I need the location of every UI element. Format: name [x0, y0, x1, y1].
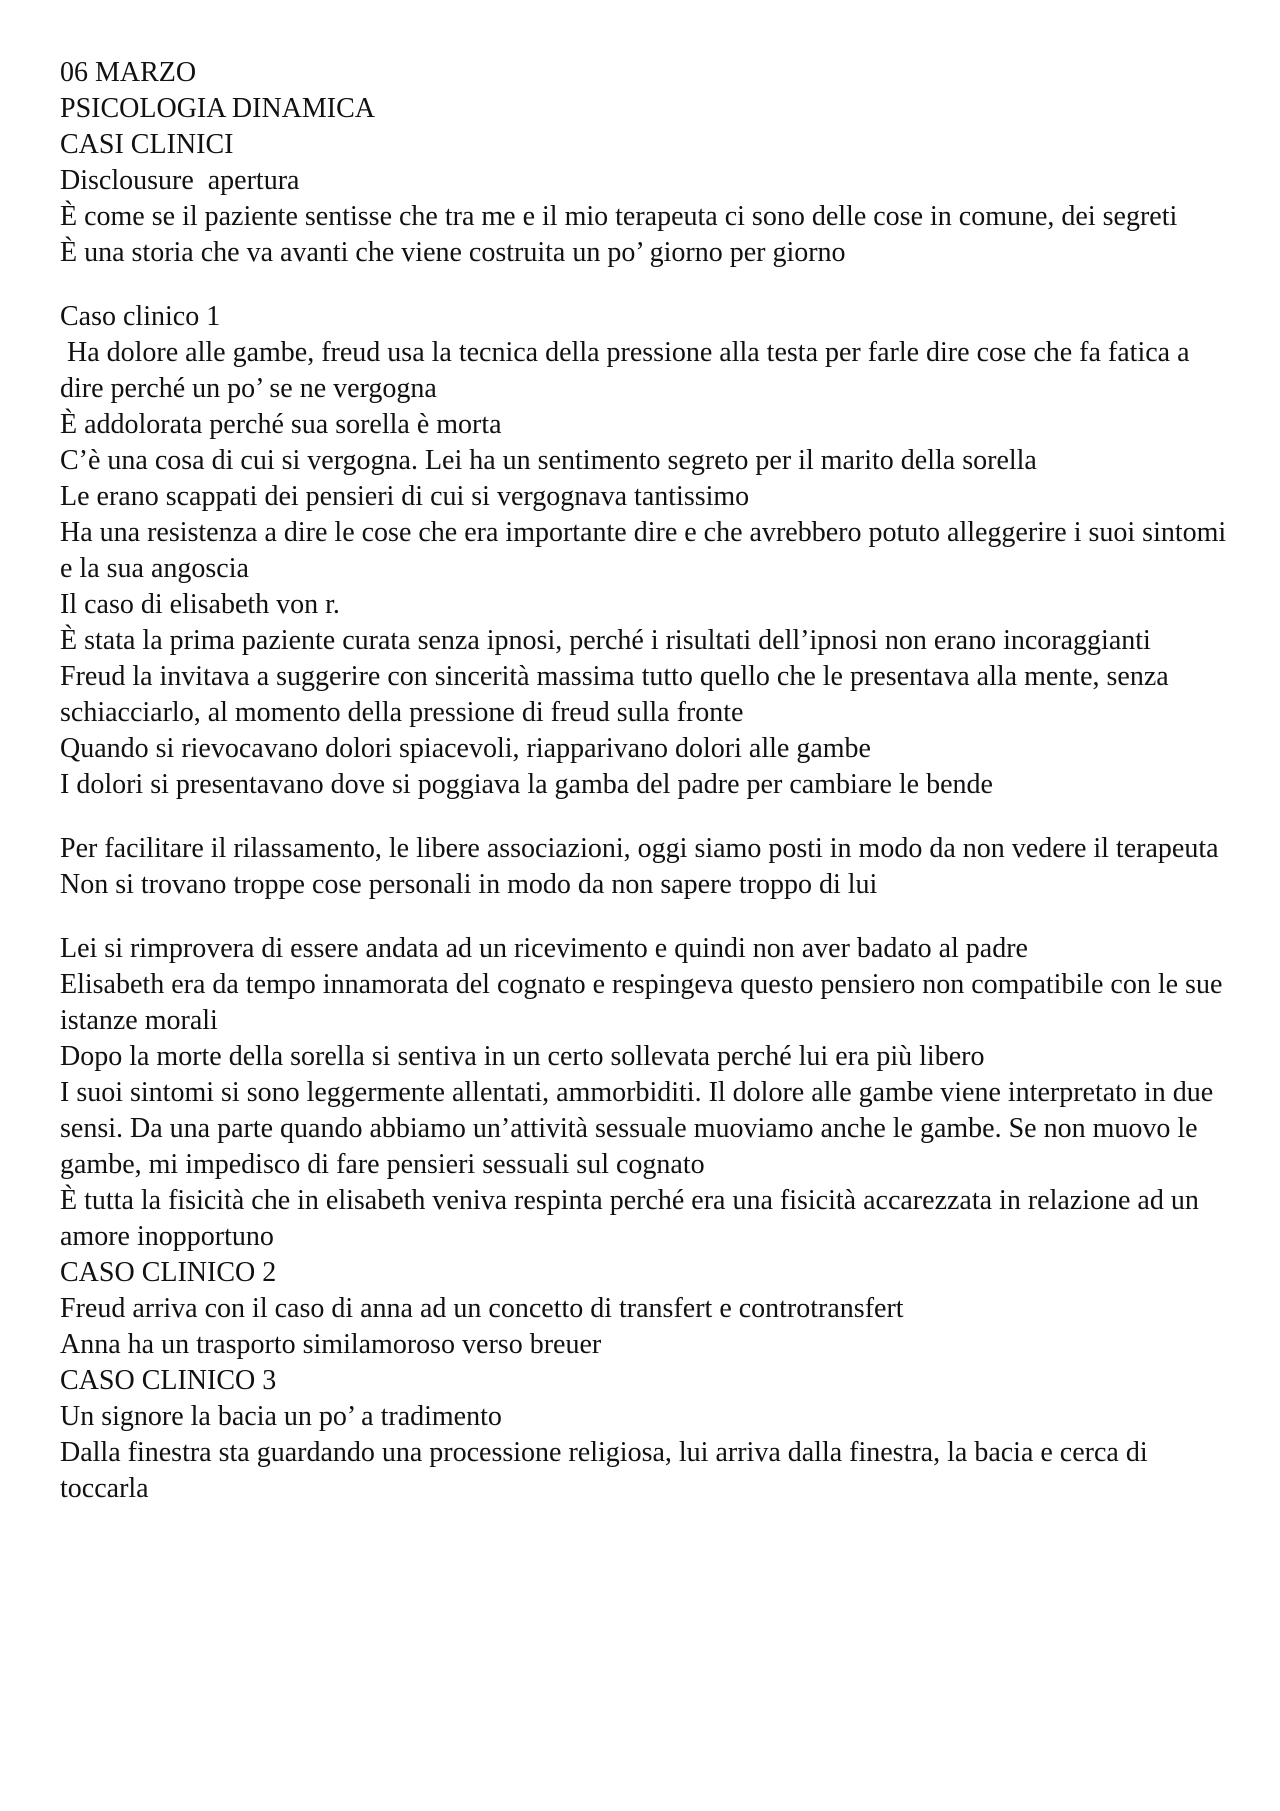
intro-block	[60, 163, 1240, 271]
case1-line: Quando si rievocavano dolori spiacevoli, riapparivano dolori alle gambe	[60, 733, 871, 764]
setting-block	[60, 831, 1240, 903]
intro-line: Disclousure apertura	[60, 165, 300, 196]
case1-continued-line: Elisabeth era da tempo innamorata del cognato e respingeva questo pensiero non compatibile con le sue istanze morali	[60, 969, 1230, 1036]
paragraph-spacer	[60, 271, 1240, 299]
topic-title: CASI CLINICI	[60, 129, 234, 160]
intro-line: È come se il paziente sentisse che tra me e il mio terapeuta ci sono delle cose in comune, dei segreti	[60, 201, 1178, 232]
intro-line: È una storia che va avanti che viene costruita un po’ giorno per giorno	[60, 237, 846, 268]
case1-continued-line: È tutta la fisicità che in elisabeth veniva respinta perché era una fisicità accarezzata in relazione ad un amore inopportuno	[60, 1185, 1206, 1252]
setting-line: Non si trovano troppe cose personali in modo da non sapere troppo di lui	[60, 869, 878, 900]
course-title: PSICOLOGIA DINAMICA	[60, 93, 376, 124]
paragraph-spacer	[60, 803, 1240, 831]
case1-line: Ha una resistenza a dire le cose che era importante dire e che avrebbero potuto alleggerire i suoi sintomi e la sua angoscia	[60, 517, 1234, 584]
case2-line: Freud arriva con il caso di anna ad un concetto di transfert e controtransfert	[60, 1293, 904, 1324]
case1-line: Le erano scappati dei pensieri di cui si vergognava tantissimo	[60, 481, 750, 512]
case1-continued-line: I suoi sintomi si sono leggermente allentati, ammorbiditi. Il dolore alle gambe viene interpretato in due sensi. Da una parte quando abbiamo un’attività sessuale muoviamo anche le gambe. Se non muovo le gambe, mi impedisco di fare pensieri sessuali sul cognato	[60, 1077, 1221, 1180]
paragraph-spacer	[60, 903, 1240, 931]
case1-line: I dolori si presentavano dove si poggiava la gamba del padre per cambiare le bende	[60, 769, 993, 800]
case1-continued-line: Lei si rimprovera di essere andata ad un ricevimento e quindi non aver badato al padre	[60, 933, 1028, 964]
case1-line: È stata la prima paziente curata senza ipnosi, perché i risultati dell’ipnosi non erano incoraggianti	[60, 625, 1151, 656]
case3-block	[60, 1363, 1240, 1507]
case2-line: Anna ha un trasporto similamoroso verso breuer	[60, 1329, 602, 1360]
case1-line: Il caso di elisabeth von r.	[60, 589, 340, 620]
header-block	[60, 55, 1240, 163]
date-line: 06 MARZO	[60, 57, 197, 88]
case1-heading: Caso clinico 1	[60, 301, 221, 332]
case1-line: È addolorata perché sua sorella è morta	[60, 409, 502, 440]
case1-block	[60, 299, 1240, 803]
case2-block	[60, 1255, 1240, 1363]
case1-line: Ha dolore alle gambe, freud usa la tecnica della pressione alla testa per farle dire cose che fa fatica a dire perché un po’ se ne vergogna	[60, 337, 1197, 404]
case2-heading: CASO CLINICO 2	[60, 1257, 277, 1288]
case3-heading: CASO CLINICO 3	[60, 1365, 277, 1396]
case1-continued-line: Dopo la morte della sorella si sentiva in un certo sollevata perché lui era più libero	[60, 1041, 985, 1072]
case1-continued-block	[60, 931, 1240, 1255]
case3-line: Un signore la bacia un po’ a tradimento	[60, 1401, 502, 1432]
document-page	[60, 55, 1240, 1507]
case1-line: C’è una cosa di cui si vergogna. Lei ha un sentimento segreto per il marito della sorella	[60, 445, 1037, 476]
case3-line: Dalla finestra sta guardando una processione religiosa, lui arriva dalla finestra, la bacia e cerca di toccarla	[60, 1437, 1155, 1504]
setting-line: Per facilitare il rilassamento, le libere associazioni, oggi siamo posti in modo da non vedere il terapeuta	[60, 833, 1219, 864]
case1-line: Freud la invitava a suggerire con sincerità massima tutto quello che le presentava alla mente, senza schiacciarlo, al momento della pressione di freud sulla fronte	[60, 661, 1176, 728]
